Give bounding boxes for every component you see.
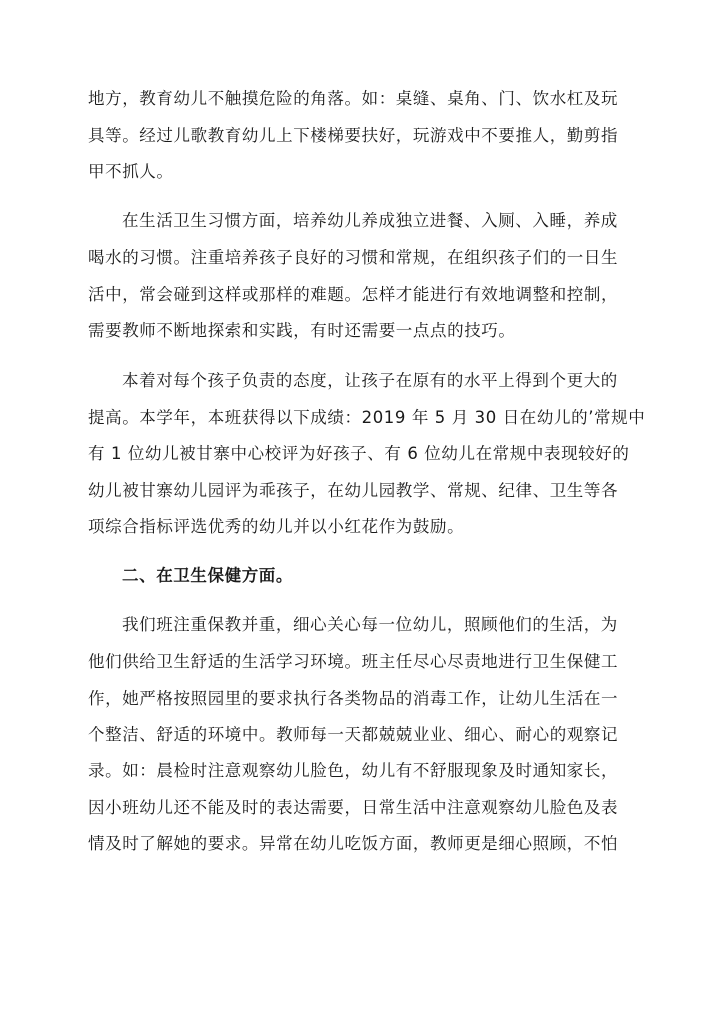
paragraph-3-line-5: 项综合指标评选优秀的幼儿并以小红花作为鼓励。 bbox=[88, 517, 465, 536]
paragraph-1-line-2: 具等。经过儿歌教育幼儿上下楼梯要扶好，玩游戏中不要推人，勤剪指 bbox=[88, 126, 619, 145]
paragraph-3-line-1: 本着对每个孩子负责的态度，让孩子在原有的水平上得到个更大的 bbox=[122, 371, 618, 390]
paragraph-3-line-2: 提高。本学年，本班获得以下成绩：2019 年 5 月 30 日在幼儿的’常规中 bbox=[88, 408, 646, 427]
paragraph-4-line-4: 个整洁、舒适的环境中。教师每一天都兢兢业业、细心、耐心的观察记 bbox=[88, 725, 619, 744]
paragraph-4-line-7: 情及时了解她的要求。异常在幼儿吃饭方面，教师更是细心照顾，不怕 bbox=[88, 834, 619, 853]
paragraph-3-line-4: 幼儿被甘寨幼儿园评为乖孩子，在幼儿园教学、常规、纪律、卫生等各 bbox=[88, 481, 619, 500]
paragraph-2-line-1: 在生活卫生习惯方面，培养幼儿养成独立进餐、入厕、入睡，养成 bbox=[122, 211, 618, 230]
paragraph-4-line-3: 作，她严格按照园里的要求执行各类物品的消毒工作，让幼儿生活在一 bbox=[88, 689, 619, 708]
paragraph-1-line-3: 甲不抓人。 bbox=[88, 162, 174, 181]
paragraph-2-line-2: 喝水的习惯。注重培养孩子良好的习惯和常规，在组织孩子们的一日生 bbox=[88, 248, 619, 267]
paragraph-4-line-5: 录。如：晨检时注意观察幼儿脸色，幼儿有不舒服现象及时通知家长， bbox=[88, 761, 619, 780]
paragraph-2-line-4: 需要教师不断地探索和实践，有时还需要一点点的技巧。 bbox=[88, 321, 516, 340]
paragraph-4-line-2: 他们供给卫生舒适的生活学习环境。班主任尽心尽责地进行卫生保健工 bbox=[88, 652, 619, 671]
paragraph-1-line-1: 地方，教育幼儿不触摸危险的角落。如：桌缝、桌角、门、饮水杠及玩 bbox=[88, 89, 619, 108]
paragraph-4-line-1: 我们班注重保教并重，细心关心每一位幼儿，照顾他们的生活，为 bbox=[122, 615, 618, 634]
paragraph-4-line-6: 因小班幼儿还不能及时的表达需要，日常生活中注意观察幼儿脸色及表 bbox=[88, 798, 619, 817]
section-heading: 二、在卫生保健方面。 bbox=[122, 566, 293, 585]
paragraph-3-line-3: 有 1 位幼儿被甘寨中心校评为好孩子、有 6 位幼儿在常规中表现较好的 bbox=[88, 444, 630, 463]
paragraph-2-line-3: 活中，常会碰到这样或那样的难题。怎样才能进行有效地调整和控制， bbox=[88, 285, 619, 304]
